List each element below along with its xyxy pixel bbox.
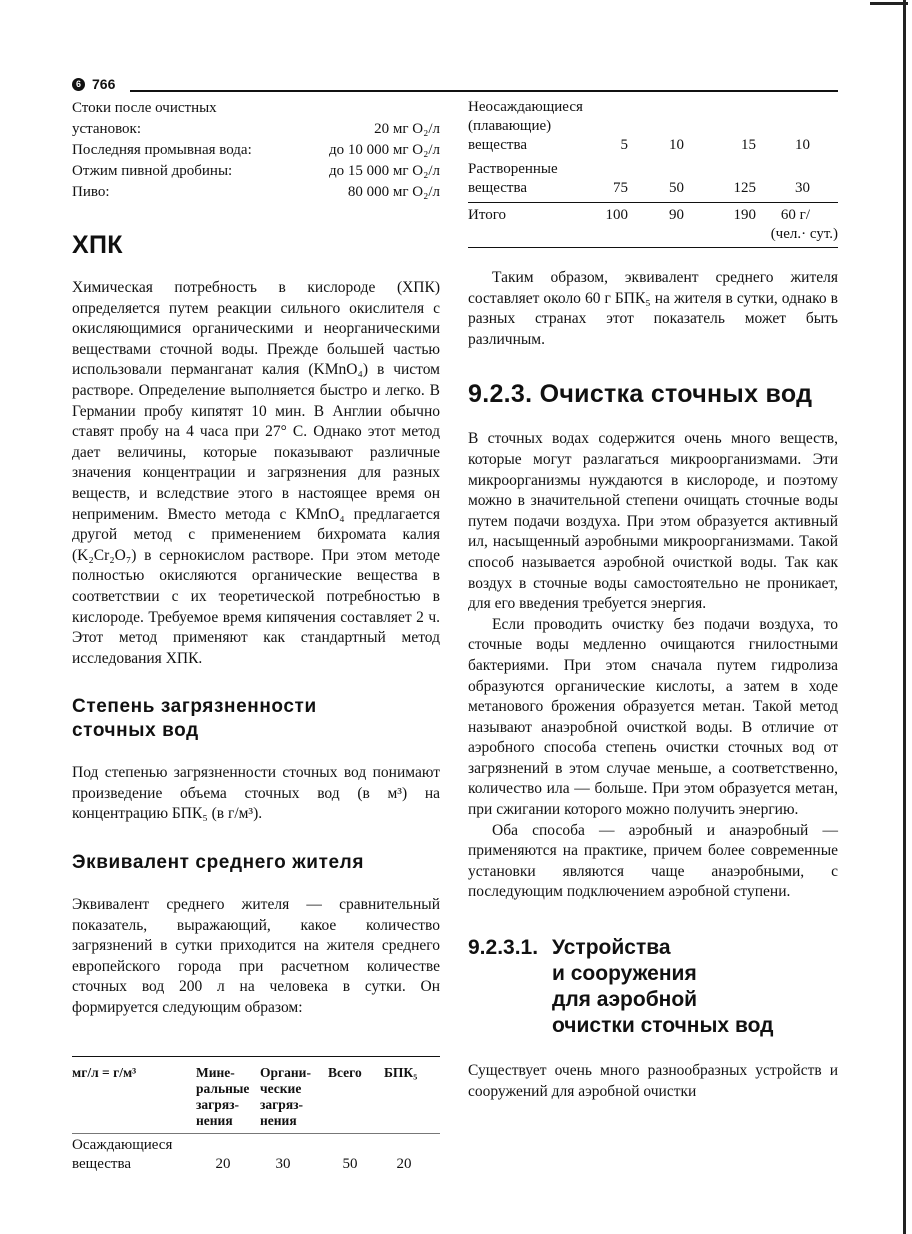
chapter-mark-icon: 6	[72, 78, 85, 91]
section-9231-title	[552, 935, 773, 1039]
list-item	[72, 98, 440, 140]
pollution-heading	[72, 695, 440, 743]
list-item-label: Последняя промывная вода:	[72, 142, 252, 158]
list-item-value: 80 000 мг O₂/л	[347, 184, 440, 200]
list-item-label: Отжим пивной дробины:	[72, 163, 233, 179]
title-line: очистки сточных вод	[552, 1014, 774, 1038]
table-header-total: Всего	[328, 1065, 362, 1080]
left-column	[72, 98, 440, 1019]
equivalent-heading: Эквивалент среднего жителя	[72, 852, 364, 874]
pollution-heading-line2: сточных вод	[72, 720, 199, 742]
table-header-row	[72, 1057, 440, 1133]
table-header-mineral	[196, 1065, 260, 1129]
table-cell: 190	[733, 207, 756, 223]
table-cell: 30	[795, 180, 810, 196]
list-item	[72, 161, 440, 182]
title-line: и сооружения	[552, 962, 697, 986]
equivalent-table-top	[72, 1056, 440, 1174]
bpk-values-list	[72, 98, 440, 203]
header-line: нения	[260, 1113, 297, 1128]
table-cell: 90	[669, 207, 684, 223]
table-header-organic	[260, 1065, 328, 1129]
header-line: ческие	[260, 1081, 302, 1096]
table-row-label: Растворенные вещества	[468, 161, 558, 196]
header-line: Мине-	[196, 1065, 235, 1080]
table-total-label: Итого	[468, 207, 506, 223]
header-line: загряз-	[260, 1097, 304, 1112]
list-item-value: до 15 000 мг O₂/л	[329, 163, 440, 179]
section-923-paragraph-1: В сточных водах содержится очень много веществ, которые могут разлагаться микроорганизмами. Эти микроорганизмы нуждаются в кислороде, и поэтому можно в значительной степени очищать сточные воды путем подачи воздуха. При этом образуется активный ил, насыщенный аэробными микроорганизмами. Такой способ называется аэробной очисткой воды. Так как воздух в сточные воды самостоятельно не проникает, для его введения требуется энергия.	[468, 430, 838, 613]
table-cell: 20	[215, 1156, 231, 1172]
table-header-units: мг/л = г/м³	[72, 1065, 137, 1080]
conclusion-paragraph: Таким образом, эквивалент среднего жителя составляет около 60 г БПК₅ на жителя в сутки, однако в разных странах этот показатель может быть различным.	[468, 269, 838, 348]
pollution-paragraph: Под степенью загрязненности сточных вод понимают произведение объема сточных вод (в м³) на концентрацию БПК₅ (в г/м³).	[72, 764, 440, 823]
header-line: ральные	[196, 1081, 250, 1096]
equivalent-paragraph: Эквивалент среднего жителя — сравнительный показатель, выражающий, какое количество загрязнений в сутки приходится на жителя среднего европейского города при расчетном количестве сточных вод 200 л на человека в сутки. Он формируется следующим образом:	[72, 896, 440, 1017]
table-cell: 10	[669, 137, 684, 153]
section-9231-heading	[468, 935, 838, 1039]
section-923-paragraph-3: Оба способа — аэробный и анаэробный — применяются на практике, причем более современные установки являются чаще анаэробными, с последующим подключением аэробной ступени.	[468, 821, 838, 901]
table-cell: 10	[795, 137, 810, 153]
table-row	[72, 1134, 440, 1174]
header-line: нения	[196, 1113, 233, 1128]
right-column	[468, 98, 838, 1102]
table-unit-row	[468, 225, 838, 244]
table-row-label: Осаждающиеся вещества	[72, 1137, 173, 1172]
table-cell: 5	[620, 137, 628, 153]
header-line: Органи-	[260, 1065, 311, 1080]
section-9231-number: 9.2.3.1.	[468, 936, 539, 960]
table-cell: 75	[613, 180, 628, 196]
page-header	[72, 78, 838, 94]
list-item	[72, 182, 440, 203]
table-cell: 125	[733, 180, 756, 196]
section-923-heading: 9.2.3. Очистка сточных вод	[468, 380, 813, 409]
page-number: 766	[92, 76, 116, 92]
table-cell: 15	[741, 137, 756, 153]
title-line: для аэробной	[552, 988, 698, 1012]
table-unit: (чел.· сут.)	[770, 226, 838, 242]
header-rule	[130, 90, 838, 92]
table-cell: 100	[605, 207, 628, 223]
table-total-rule	[468, 202, 838, 203]
list-item	[72, 140, 440, 161]
table-cell: 20	[396, 1156, 412, 1172]
section-9231-paragraph: Существует очень много разнообразных устройств и сооружений для аэробной очистки	[468, 1062, 838, 1100]
table-cell: 50	[669, 180, 684, 196]
list-item-label: Пиво:	[72, 184, 110, 200]
hpk-heading: ХПК	[72, 231, 123, 259]
table-header-bpk: БПК₅	[384, 1065, 418, 1080]
page-edge-line	[903, 0, 906, 1234]
table-bottom-rule	[468, 247, 838, 248]
title-line: Устройства	[552, 936, 671, 960]
table-cell: 30	[275, 1156, 291, 1172]
table-total-row	[468, 206, 838, 225]
list-item-label: Стоки после очистных установок:	[72, 100, 217, 137]
section-923-paragraph-2: Если проводить очистку без подачи воздуха, то сточные воды медленно очищаются гнилостными бактериями. При этом сначала путем гидролиза образуются органические кислоты, а затем в ходе метанового брожения образуется метан. Такой метод называют анаэробной очисткой воды. В отличие от аэробного способа степень очистки сточных вод от загрязнений в этом случае меньше, а соответственно, количество ила — больше. При этом образуется метан, при сжигании которого можно получить энергию.	[468, 615, 838, 819]
equivalent-table-continued	[468, 98, 838, 248]
page-edge-corner	[870, 2, 908, 5]
table-cell: 60 г/	[780, 207, 810, 223]
pollution-heading-line1: Степень загрязненности	[72, 696, 317, 718]
list-item-value: до 10 000 мг O₂/л	[329, 142, 440, 158]
table-row-label: Неосаждающиеся (плавающие) вещества	[468, 99, 583, 153]
table-row	[468, 98, 838, 155]
header-line: загряз-	[196, 1097, 240, 1112]
hpk-paragraph: Химическая потребность в кислороде (ХПК) определяется путем реакции сильного окислителя с окисляющимися органическими и неорганическими веществами сточной воды. Прежде большей частью использовали перманганат калия (KMnO₄) в чистом растворе. Определение выполняется быстро и легко. В Германии пробу кипятят 10 мин. В Англии обычно ставят пробу на 4 часа при 27° С. Однако этот метод дает величины, которые показывают различные значения концентрации и загрязнения для разных веществ, и вследствие этого в настоящее время он неприменим. Вместо метода с KMnO₄ предлагается другой метод с применением бихромата калия (K₂Cr₂O₇) в сернокислом растворе. При этом методе полностью окисляются органические вещества в соответствии с их теоретической потребностью в кислороде. Требуемое время кипячения составляет 2 ч. Этот метод применяют как стандартный метод исследования ХПК.	[72, 279, 440, 667]
list-item-value: 20 мг O₂/л	[374, 121, 440, 137]
table-row	[468, 160, 838, 198]
table-cell: 50	[342, 1156, 358, 1172]
